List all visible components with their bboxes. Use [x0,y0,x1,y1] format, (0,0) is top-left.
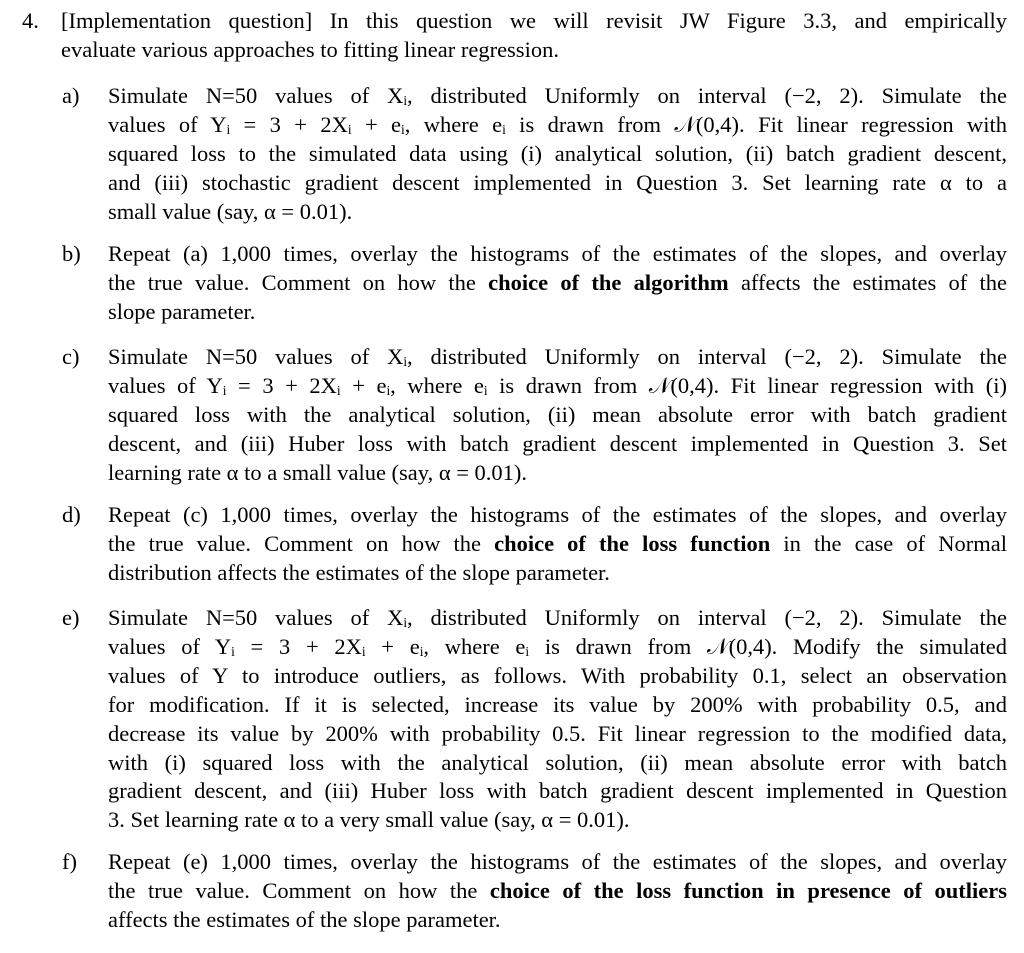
question-4 [22,7,1007,65]
part-a-line-1: Simulate N=50 values of Xᵢ, distributed Uniformly on interval (−2, 2). Simulate the [108,83,1007,108]
part-e-line-7: gradient descent, and (iii) Huber loss with batch gradient descent implemented in Question [108,778,1007,804]
part-e-line-1: Simulate N=50 values of Xᵢ, distributed Uniformly on interval (−2, 2). Simulate the [108,605,1007,630]
part-a-line-5: small value (say, α = 0.01). [108,198,353,224]
part-a-line-4: and (iii) stochastic gradient descent implemented in Question 3. Set learning rate α to a [108,169,1007,195]
part-e-line-2: values of Yᵢ = 3 + 2Xᵢ + eᵢ, where eᵢ is drawn from 𝒩(0,4). Modify the simulated [108,633,1007,659]
part-e-line-4: for modification. If it is selected, increase its value by 200% with probability 0.5, and [108,691,1007,717]
part-a-body [108,82,1007,227]
part-d-line-3: distribution affects the estimates of the slope parameter. [108,559,610,585]
question-number: 4. [22,8,39,33]
part-c-body [108,343,1007,488]
part-b-line-1: Repeat (a) 1,000 times, overlay the histograms of the estimates of the slopes, and overlay [108,241,1007,266]
emphasis-phrase: choice of the algorithm [488,269,729,295]
part-b-line-2: the true value. Comment on how the choice of the algorithm affects the estimates of the [108,269,1007,295]
part-d [62,501,1007,588]
part-b-label: b) [62,241,81,266]
part-f-label: f) [62,849,77,874]
part-a-line-3: squared loss to the simulated data using (i) analytical solution, (ii) batch gradient descent, [108,140,1007,166]
part-c-line-2: values of Yᵢ = 3 + 2Xᵢ + eᵢ, where eᵢ is drawn from 𝒩(0,4). Fit linear regression with (i) [108,372,1007,398]
part-e [62,604,1007,835]
part-b-body [108,240,1007,327]
part-b-line-3: slope parameter. [108,298,256,324]
question-intro-line-2: evaluate various approaches to fitting linear regression. [61,36,559,62]
part-e-line-6: with (i) squared loss with the analytical solution, (ii) mean absolute error with batch [108,749,1007,775]
part-d-line-2: the true value. Comment on how the choice of the loss function in the case of Normal [108,530,1007,556]
part-a [62,82,1007,227]
question-intro-line-1: [Implementation question] In this question we will revisit JW Figure 3.3, and empirically [61,8,1007,33]
part-e-line-8: 3. Set learning rate α to a very small value (say, α = 0.01). [108,807,630,833]
part-f-line-2: the true value. Comment on how the choice of the loss function in presence of outliers [108,877,1007,903]
part-d-body [108,501,1007,588]
emphasis-phrase: choice of the loss function [494,530,771,556]
part-b [62,240,1007,327]
part-e-line-3: values of Y to introduce outliers, as follows. With probability 0.1, select an observation [108,662,1007,688]
part-a-label: a) [62,83,80,108]
part-f-line-1: Repeat (e) 1,000 times, overlay the histograms of the estimates of the slopes, and overlay [108,849,1007,874]
part-c-line-1: Simulate N=50 values of Xᵢ, distributed Uniformly on interval (−2, 2). Simulate the [108,344,1007,369]
emphasis-phrase: choice of the loss function in presence of outliers [489,877,1007,903]
part-a-line-2: values of Yᵢ = 3 + 2Xᵢ + eᵢ, where eᵢ is drawn from 𝒩(0,4). Fit linear regression with [108,111,1007,137]
part-c-line-4: descent, and (iii) Huber loss with batch gradient descent implemented in Question 3. Set [108,430,1007,456]
part-d-label: d) [62,502,81,527]
question-intro [61,7,1007,65]
part-c [62,343,1007,488]
part-e-label: e) [62,605,80,630]
part-c-line-3: squared loss with the analytical solution, (ii) mean absolute error with batch gradient [108,401,1007,427]
part-d-line-1: Repeat (c) 1,000 times, overlay the histograms of the estimates of the slopes, and overlay [108,502,1007,527]
part-f-line-3: affects the estimates of the slope parameter. [108,906,501,932]
part-f [62,848,1007,935]
part-e-body [108,604,1007,835]
part-f-body [108,848,1007,935]
part-c-label: c) [62,344,80,369]
part-e-line-5: decrease its value by 200% with probability 0.5. Fit linear regression to the modified data, [108,720,1007,746]
part-c-line-5: learning rate α to a small value (say, α = 0.01). [108,459,528,485]
